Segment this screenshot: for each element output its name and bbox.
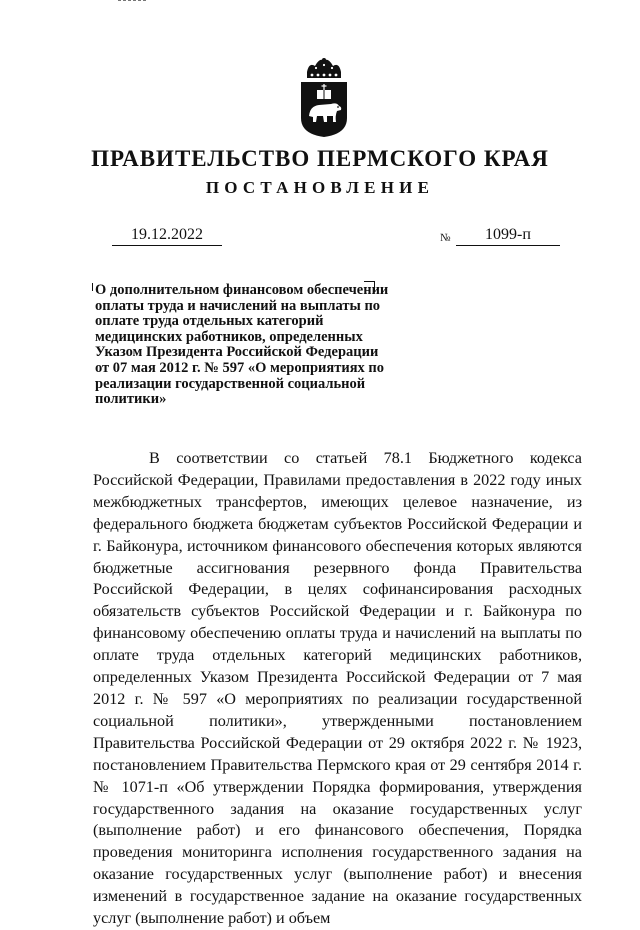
document-type: ПОСТАНОВЛЕНИЕ xyxy=(205,178,435,197)
number-sign: № xyxy=(440,232,451,244)
document-number: 1099-п xyxy=(456,226,560,246)
body-paragraph: В соответствии со статьей 78.1 Бюджетного кодекса Российской Федерации, Правилами предоставления в 2022 году иных межбюджетных трансфертов, имеющих целевое назначение, из федерального бюджета бюджетам субъектов Российской Федерации и г. Байконура, источником финансового обеспечения которых являются бюджетные ассигнования резервного фонда Правительства Российской Федерации, в целях софинансирования расходных обязательств субъектов Российской Федерации и г. Байконура по финансовому обеспечению оплаты труда и начислений на выплаты по оплате труда отдельных категорий медицинских работников, определенных Указом Президента Российской Федерации от 7 мая 2012 г. № 597 «О мероприятиях по реализации государственной социальной политики», утвержденными постановлением Правительства Российской Федерации от 29 октября 2022 г. № 1923, постановлением Правительства Пермского края от 29 сентября 2014 г. № 1071-п «Об утверждении Порядка формирования, утверждения государственного задания на оказание государственных услуг (выполнение работ) и его финансового обеспечения, Порядка проведения мониторинга исполнения государственного задания на оказание государственных услуг (выполнение работ) и внесения изменений в государственное задание на оказание государственных услуг (выполнение работ) и объем xyxy=(93,449,582,928)
scan-edge-mark xyxy=(118,0,146,3)
document-subject: О дополнительном финансовом обеспечении оплаты труда и начислений на выплаты по оплате труда отдельных категорий медицинских работников, определенных Указом Президента Российской Федерации от 07 мая 2012 г. № 597 «О мероприятиях по реализации государственной социальной политики» xyxy=(95,282,389,408)
perm-krai-coat-of-arms-icon xyxy=(297,58,351,138)
government-title: ПРАВИТЕЛЬСТВО ПЕРМСКОГО КРАЯ xyxy=(91,146,549,171)
document-date: 19.12.2022 xyxy=(112,226,222,246)
